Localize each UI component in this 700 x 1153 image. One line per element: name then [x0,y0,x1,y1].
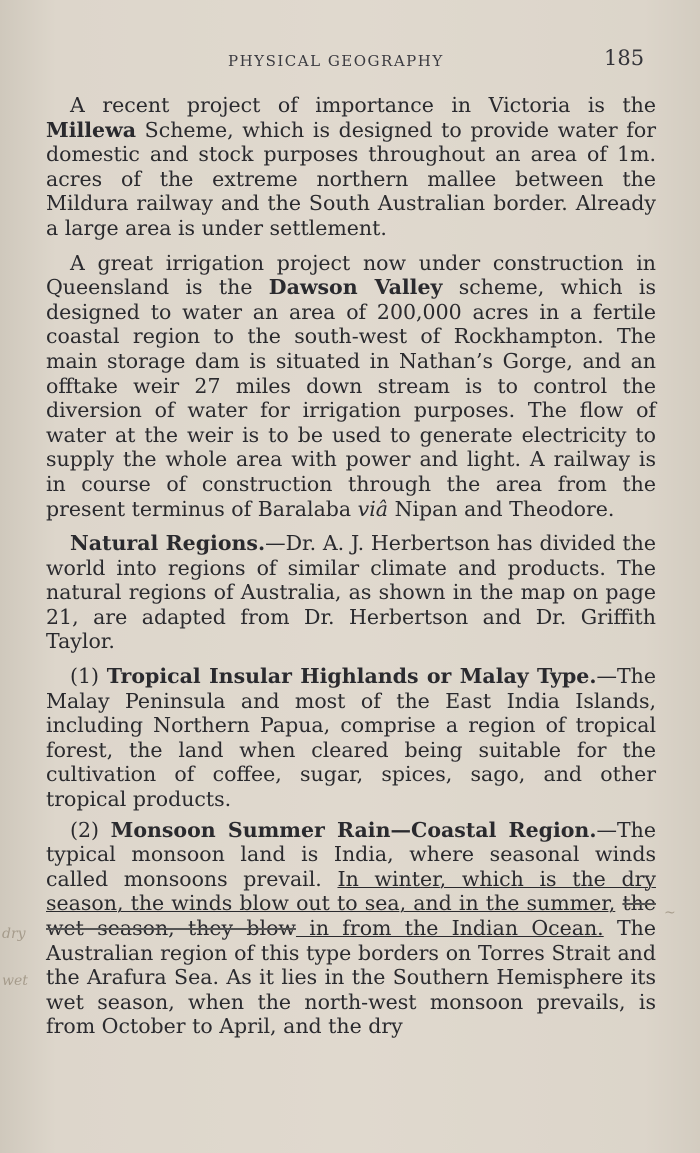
section-heading: Tropical Insular Highlands or Malay Type. [106,664,597,689]
pencil-mark: ~ [664,905,676,921]
text-run: A recent project of importance in Victoria is the [70,93,656,117]
section-heading: Natural Regions. [70,531,266,556]
text-run: Scheme, which is designed to provide water for domestic and stock purposes throughout an area of 1m. acres of the extreme northern mallee between the Mildura railway and the South Australian border. Already a large area is under settlement. [46,117,656,240]
paragraph-millewa [46,93,656,241]
section-heading: Monsoon Summer Rain—Coastal Region. [110,817,597,842]
italic-term: viâ [357,496,389,521]
margin-note-wet: wet [2,973,28,989]
body-text [46,93,656,1049]
paragraph-natural-regions [46,531,656,654]
underlined-text: In winter, which is the dry season, the winds blow out to sea, and in the summer, [46,866,656,916]
margin-note-dry: dry [2,926,26,942]
paragraph-monsoon [46,818,656,1039]
bold-term: Millewa [46,117,137,142]
paragraph-dawson-valley [46,251,656,522]
text-run: —Dr. A. J. Herbertson has divided the world into regions of similar climate and products. The natural regions of Australia, as shown in the map on page 21, are adapted from Dr. Herbertson and Dr. Griffith Taylor. [46,531,656,654]
text-run: Nipan and Theodore. [388,496,615,521]
running-head-title: PHYSICAL GEOGRAPHY [228,52,444,70]
text-run: scheme, which is designed to water an area of 200,000 acres in a fertile coastal region to the south-west of Rockhampton. The main storage dam is situated in Nathan’s Gorge, and an offtake weir 27 miles down stream is to control the diversion of water for irrigation purposes. The flow of water at the weir is to be used to generate electricity to supply the whole area with power and light. A railway is in course of construction through the area from the present terminus of Baralaba [46,275,656,521]
paragraph-malay-type [46,664,656,812]
item-number: (1) [70,664,107,689]
bold-term: Dawson Valley [268,275,443,300]
text-run: —The typical monsoon land is India, where seasonal winds called monsoons prevail. [46,817,656,891]
underlined-text: in from the Indian Ocean. [295,916,604,940]
struck-text: the wet season, they blow [46,891,656,940]
text-run: A great irrigation project now under construction in Queensland is the [46,250,656,300]
page-number: 185 [604,46,645,70]
text-run: —The Malay Peninsula and most of the East India Islands, including Northern Papua, comprise a region of tropical forest, the land when cleared being suitable for the cultivation of coffee, sugar, spices, sago, and other tropical products. [46,664,656,812]
running-head [0,46,700,76]
item-number: (2) [70,817,111,842]
text-run: The Australian region of this type borders on Torres Strait and the Arafura Sea. As it lies in the Southern Hemisphere its wet season, when the north-west monsoon prevails, is from October to April, and the dry [46,916,656,1039]
